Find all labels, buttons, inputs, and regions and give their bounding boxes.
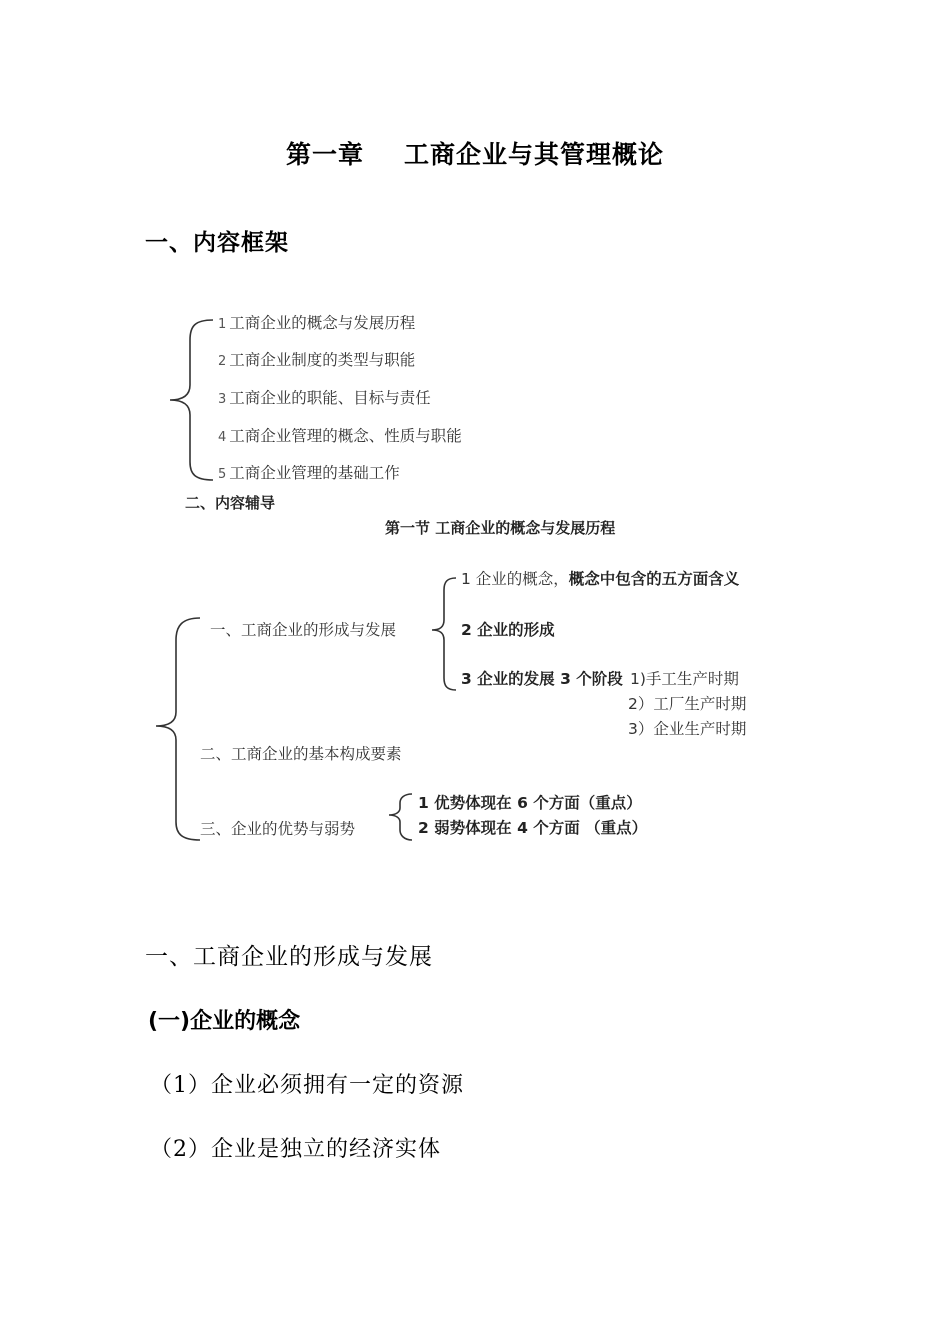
- brace-advantages: [389, 794, 412, 840]
- chapter-number: 第一章: [285, 140, 364, 169]
- tree-stage-1: 1)手工生产时期: [630, 670, 739, 688]
- brace-framework: [170, 320, 213, 480]
- tree-stage-3: 3）企业生产时期: [628, 720, 747, 738]
- framework-item-1: 1 工商企业的概念与发展历程: [218, 314, 416, 332]
- tree-sub-2: 2 企业的形成: [461, 621, 555, 639]
- chapter-name: 工商企业与其管理概论: [404, 140, 665, 169]
- tree-sub-1: 1 企业的概念，概念中包含的五方面含义: [461, 570, 740, 588]
- body-point-2: （2）企业是独立的经济实体: [150, 1137, 441, 1162]
- guide-heading: 二、内容辅导: [185, 494, 276, 512]
- framework-item-5: 5 工商企业管理的基础工作: [218, 464, 400, 482]
- framework-item-4: 4 工商企业管理的概念、性质与职能: [218, 427, 462, 445]
- framework-item-2: 2 工商企业制度的类型与职能: [218, 351, 416, 369]
- tree-branch-3: 三、企业的优势与弱势: [200, 820, 356, 838]
- body-subheading: (一)企业的概念: [148, 1009, 301, 1034]
- body-point-1: （1）企业必须拥有一定的资源: [150, 1073, 464, 1098]
- tree-branch-2: 二、工商企业的基本构成要素: [200, 745, 402, 763]
- tree-advantages: 1 优势体现在 6 个方面（重点）: [418, 794, 642, 812]
- tree-disadvantages: 2 弱势体现在 4 个方面 （重点）: [418, 819, 648, 837]
- brace-branch1: [432, 578, 456, 690]
- tree-stage-2: 2）工厂生产时期: [628, 695, 747, 713]
- section1-title: 第一节 工商企业的概念与发展历程: [385, 519, 616, 537]
- body-heading: 一、工商企业的形成与发展: [145, 944, 433, 970]
- tree-sub-3: 3 企业的发展 3 个阶段: [461, 670, 623, 688]
- tree-branch-1: 一、工商企业的形成与发展: [210, 621, 397, 639]
- framework-item-3: 3 工商企业的职能、目标与责任: [218, 389, 431, 407]
- section-heading-framework: 一、内容框架: [145, 230, 289, 256]
- brace-tree-main: [156, 618, 200, 840]
